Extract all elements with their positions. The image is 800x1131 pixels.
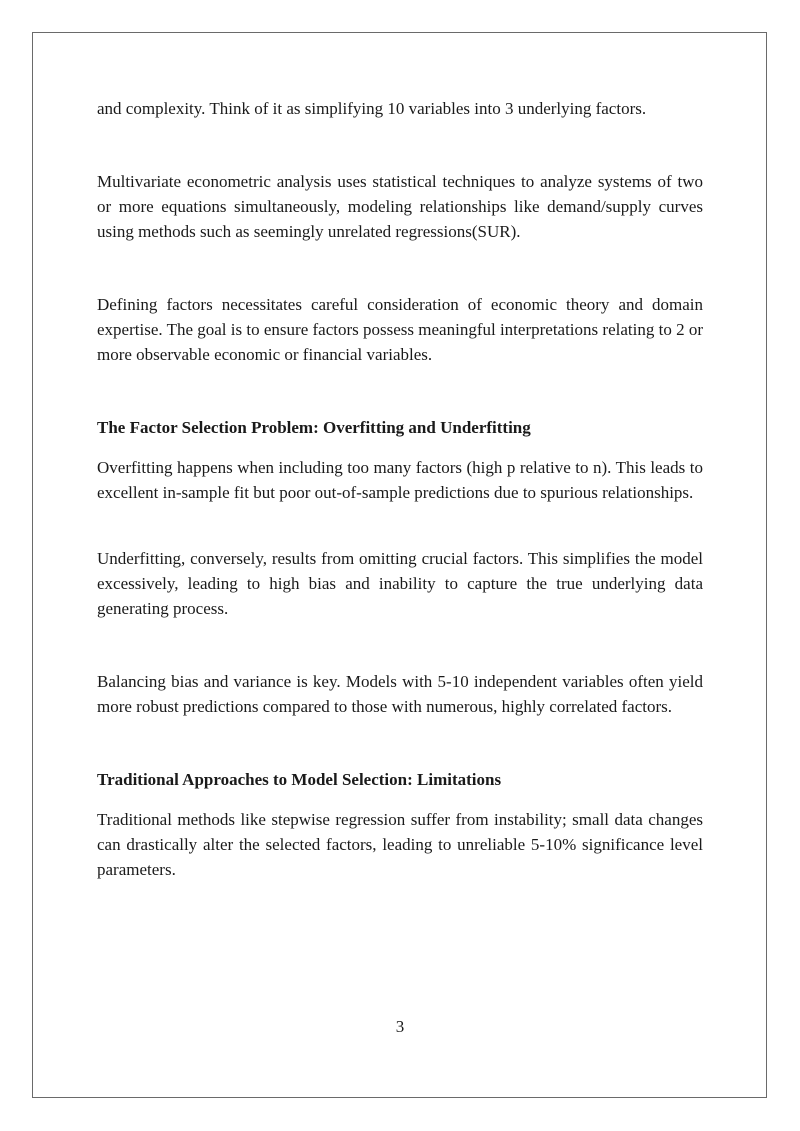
paragraph-defining-factors: Defining factors necessitates careful consideration of economic theory and domain expertise. The goal is to ensure factors possess meaningful interpretations relating to 2 or more observable economic or financial variables. <box>97 295 703 364</box>
section-heading-traditional-approaches: Traditional Approaches to Model Selection: Limitations <box>97 770 502 789</box>
paragraph-continuation: and complexity. Think of it as simplifying 10 variables into 3 underlying factors. <box>97 99 647 118</box>
paragraph-bias-variance: Balancing bias and variance is key. Models with 5-10 independent variables often yield more robust predictions compared to those with numerous, highly correlated factors. <box>97 672 703 716</box>
section-heading-factor-selection: The Factor Selection Problem: Overfitting and Underfitting <box>97 418 531 437</box>
page-content <box>97 96 703 882</box>
paragraph-multivariate: Multivariate econometric analysis uses statistical techniques to analyze systems of two or more equations simultaneously, modeling relationships like demand/supply curves using methods such as seemingly unrelated regressions(SUR). <box>97 172 703 241</box>
paragraph-stepwise: Traditional methods like stepwise regression suffer from instability; small data changes can drastically alter the selected factors, leading to unreliable 5-10% significance level parameters. <box>97 810 703 879</box>
paragraph-overfitting: Overfitting happens when including too many factors (high p relative to n). This leads to excellent in-sample fit but poor out-of-sample predictions due to spurious relationships. <box>97 458 703 502</box>
page-number: 3 <box>395 1017 405 1036</box>
paragraph-underfitting: Underfitting, conversely, results from omitting crucial factors. This simplifies the model excessively, leading to high bias and inability to capture the true underlying data generating process. <box>97 549 703 618</box>
